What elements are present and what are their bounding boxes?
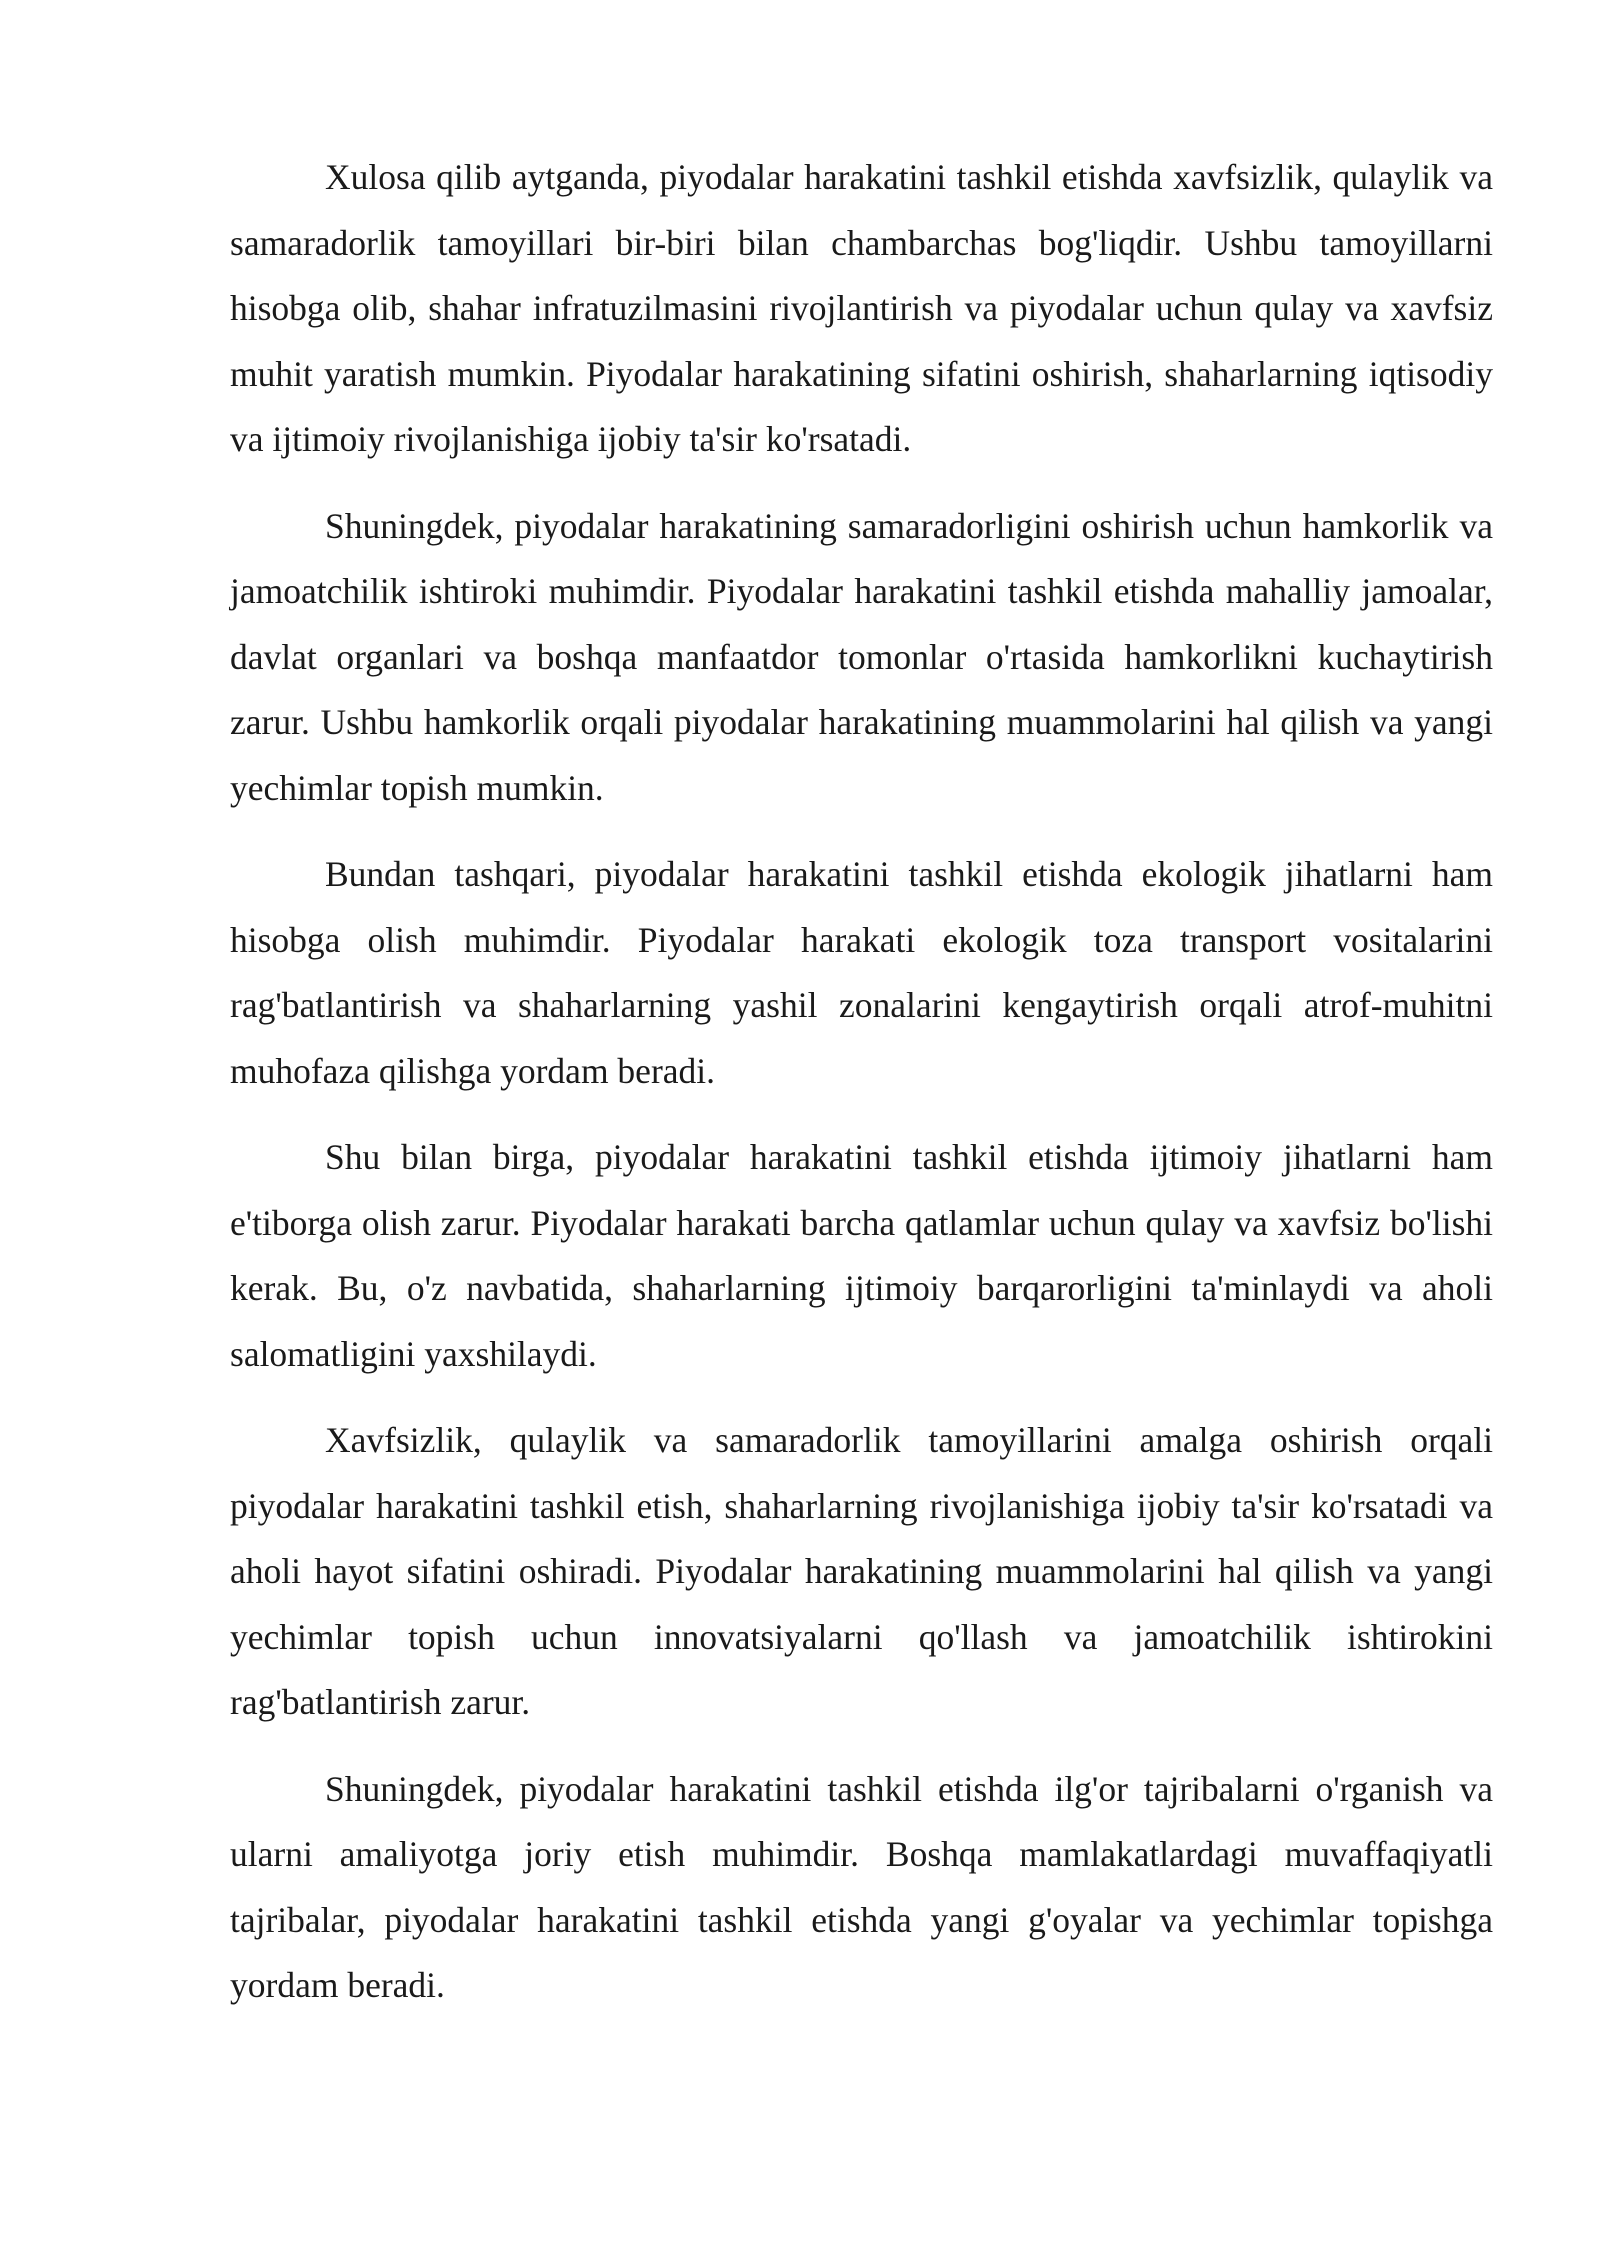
paragraph-2: Shuningdek, piyodalar harakatining samaradorligini oshirish uchun hamkorlik va jamoatchilik ishtiroki muhimdir. Piyodalar harakatini tashkil etishda mahalliy jamoalar, davlat organlari va boshqa manfaatdor tomonlar o'rtasida hamkorlikni kuchaytirish zarur. Ushbu hamkorlik orqali piyodalar harakatining muammolarini hal qilish va yangi yechimlar topish mumkin. [230, 505, 1493, 808]
paragraph-3: Bundan tashqari, piyodalar harakatini tashkil etishda ekologik jihatlarni ham hisobga olish muhimdir. Piyodalar harakati ekologik toza transport vositalarini rag'batlantirish va shaharlarning yashil zonalarini kengaytirish orqali atrof-muhitni muhofaza qilishga yordam beradi. [230, 854, 1493, 1091]
paragraph-4: Shu bilan birga, piyodalar harakatini tashkil etishda ijtimoiy jihatlarni ham e'tiborga olish zarur. Piyodalar harakati barcha qatlamlar uchun qulay va xavfsiz bo'lishi kerak. Bu, o'z navbatida, shaharlarning ijtimoiy barqarorligini ta'minlaydi va aholi salomatligini yaxshilaydi. [230, 1137, 1493, 1374]
paragraph-5: Xavfsizlik, qulaylik va samaradorlik tamoyillarini amalga oshirish orqali piyodalar harakatini tashkil etish, shaharlarning rivojlanishiga ijobiy ta'sir ko'rsatadi va aholi hayot sifatini oshiradi. Piyodalar harakatining muammolarini hal qilish va yangi yechimlar topish uchun innovatsiyalarni qo'llash va jamoatchilik ishtirokini rag'batlantirish zarur. [230, 1420, 1493, 1722]
document-body [230, 145, 1493, 2040]
paragraph-1: Xulosa qilib aytganda, piyodalar harakatini tashkil etishda xavfsizlik, qulaylik va samaradorlik tamoyillari bir-biri bilan chambarchas bog'liqdir. Ushbu tamoyillarni hisobga olib, shahar infratuzilmasini rivojlantirish va piyodalar uchun qulay va xavfsiz muhit yaratish mumkin. Piyodalar harakatining sifatini oshirish, shaharlarning iqtisodiy va ijtimoiy rivojlanishiga ijobiy ta'sir ko'rsatadi. [230, 157, 1493, 459]
paragraph-6: Shuningdek, piyodalar harakatini tashkil etishda ilg'or tajribalarni o'rganish va ularni amaliyotga joriy etish muhimdir. Boshqa mamlakatlardagi muvaffaqiyatli tajribalar, piyodalar harakatini tashkil etishda yangi g'oyalar va yechimlar topishga yordam beradi. [230, 1768, 1493, 2005]
